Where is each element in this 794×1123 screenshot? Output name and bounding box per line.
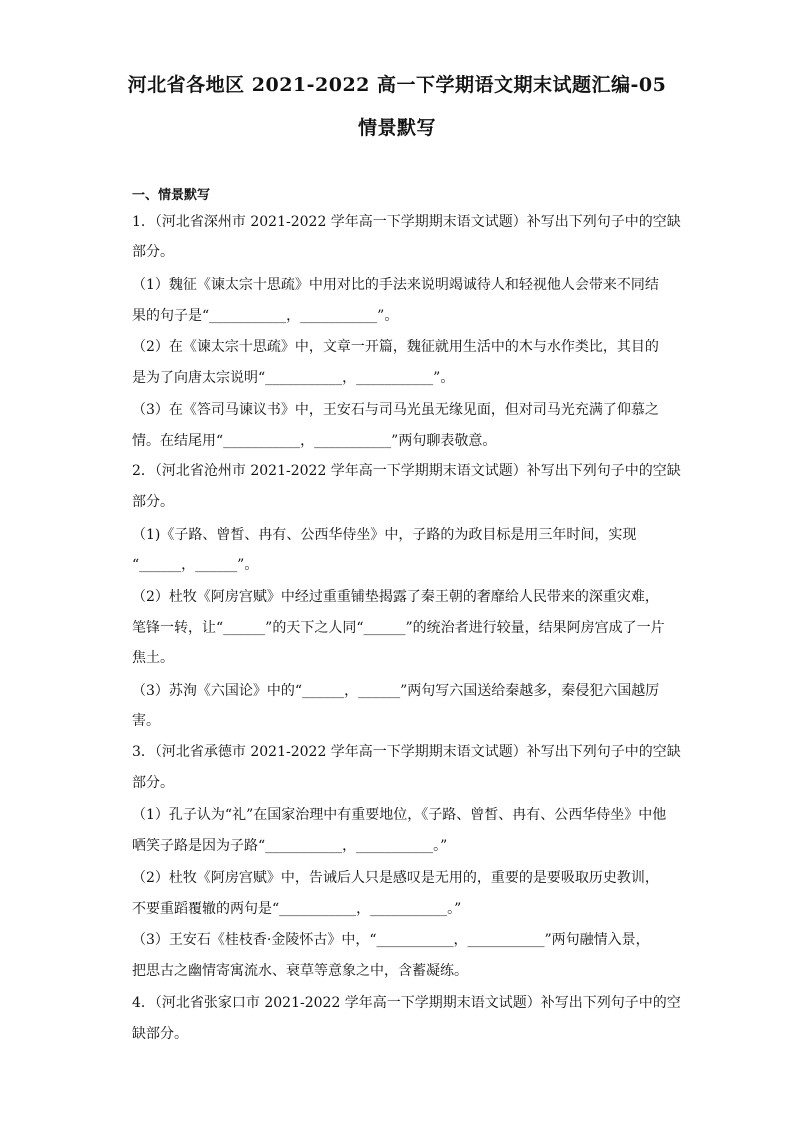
text-line: （2）在《谏太宗十思疏》中，文章一开篇，魏征就用生活中的木与水作类比，其目的 xyxy=(132,339,659,355)
text-line: （1)《子路、曾皙、冉有、公西华侍坐》中，子路的为政目标是用三年时间，实现 xyxy=(132,527,637,543)
text-line: （2）杜牧《阿房宫赋》中经过重重铺垫揭露了秦王朝的奢靡给人民带来的深重灾难， xyxy=(132,589,659,605)
text-line: 害。 xyxy=(132,713,160,729)
document-subtitle: 情景默写 xyxy=(357,117,436,139)
text-line: 2．（河北省沧州市 2021-2022 学年高一下学期期末语文试题）补写出下列句子中的空缺 xyxy=(132,463,681,479)
text-line: 不要重蹈覆辙的两句是“___________，___________。” xyxy=(132,901,462,917)
text-line: 1．（河北省深州市 2021-2022 学年高一下学期期末语文试题）补写出下列句子中的空缺 xyxy=(132,214,681,230)
document-title: 河北省各地区 2021-2022 高一下学期语文期末试题汇编-05 xyxy=(127,74,667,96)
text-line: 情。在结尾用“___________，___________”两句聊表敬意。 xyxy=(132,433,497,449)
text-line: 4．（河北省张家口市 2021-2022 学年高一下学期期末语文试题）补写出下列句子中的空 xyxy=(132,995,681,1011)
text-line: 哂笑子路是因为子路“___________，___________。” xyxy=(132,838,448,854)
text-line: （1）孔子认为“礼”在国家治理中有重要地位，《子路、曾皙、冉有、公西华侍坐》中他 xyxy=(132,807,667,823)
text-line: 部分。 xyxy=(132,244,174,260)
text-line: 笔锋一转，让“______”的天下之人同“______”的统治者进行较量，结果阿房宫成了一片 xyxy=(132,620,665,636)
section-heading: 一、情景默写 xyxy=(132,188,211,203)
text-line: 果的句子是“___________，___________”。 xyxy=(132,308,399,324)
text-line: （3）在《答司马谏议书》中，王安石与司马光虽无缘见面，但对司马光充满了仰慕之 xyxy=(132,402,659,418)
text-line: 焦土。 xyxy=(132,650,174,666)
text-line: 部分。 xyxy=(132,775,174,791)
text-line: （3）苏洵《六国论》中的“______，______”两句写六国送给秦越多，秦侵犯六国越厉 xyxy=(132,683,660,699)
text-line: 是为了向唐太宗说明“___________，___________”。 xyxy=(132,370,455,386)
text-line: 3．（河北省承德市 2021-2022 学年高一下学期期末语文试题）补写出下列句子中的空缺 xyxy=(132,744,681,760)
text-line: “______，______”。 xyxy=(132,557,259,573)
text-line: 部分。 xyxy=(132,494,174,510)
text-line: （1）魏征《谏太宗十思疏》中用对比的手法来说明竭诚待人和轻视他人会带来不同结 xyxy=(132,277,659,293)
text-line: （3）王安石《桂枝香·金陵怀古》中，“___________，___________”两句融情入景， xyxy=(132,932,650,948)
text-line: （2）杜牧《阿房宫赋》中，告诫后人只是感叹是无用的，重要的是要吸取历史教训， xyxy=(132,870,659,886)
text-line: 缺部分。 xyxy=(132,1026,188,1042)
text-line: 把思古之幽情寄寓流水、衰草等意象之中，含蓄凝练。 xyxy=(132,963,468,979)
